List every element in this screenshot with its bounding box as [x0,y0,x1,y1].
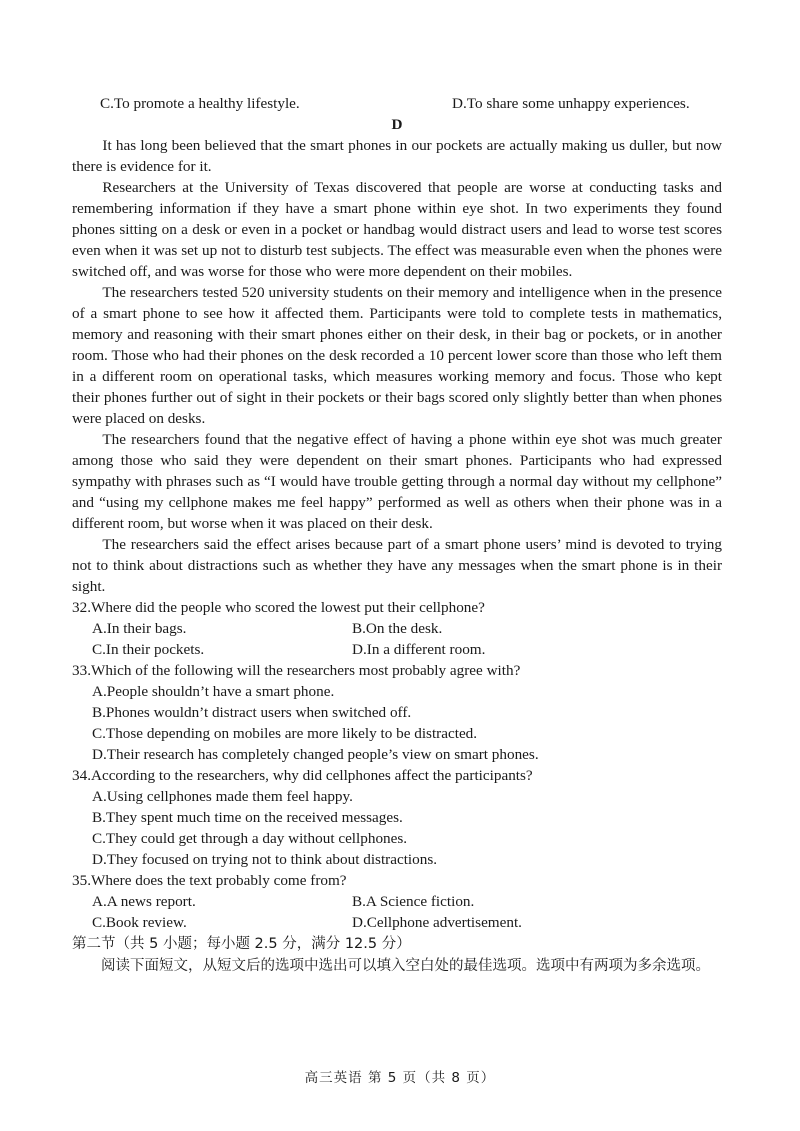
option-d: D.Cellphone advertisement. [352,914,522,931]
page-footer: 高三英语 第 5 页（共 8 页） [304,1070,496,1086]
option-c: C.Those depending on mobiles are more likely to be distracted. [92,725,478,742]
option-a: A.In their bags. [92,620,187,637]
option-b: B.Phones wouldn’t distract users when switched off. [92,704,412,721]
option-row [72,618,722,639]
option-b: B.On the desk. [352,620,443,637]
question-stem: 33.Which of the following will the researchers most probably agree with? [72,662,521,679]
option-d-prev: D.To share some unhappy experiences. [452,95,690,112]
option-c: C.Book review. [92,914,187,931]
question-33 [72,660,722,765]
question-34 [72,765,722,870]
passage-letter: D [391,116,403,133]
option-d: D.They focused on trying not to think about distractions. [92,851,438,868]
option-row [72,891,722,912]
question-35 [72,870,722,933]
option-c: C.In their pockets. [92,641,205,658]
paragraph-2: Researchers at the University of Texas discovered that people are worse at conducting tasks and remembering information if they have a smart phone within eye shot. In two experiments they found phones sitting on a desk or even in a pocket or handbag would distract users and lead to worse test scores even when it was set up not to disturb test subjects. The effect was measurable even when the phones were switched off, and was worse for those who were more dependent on their mobiles. [72,179,722,280]
question-32 [72,597,722,660]
option-c: C.They could get through a day without cellphones. [92,830,408,847]
paragraph-1: It has long been believed that the smart phones in our pockets are actually making us duller, but now there is evidence for it. [72,137,722,175]
option-b: B.They spent much time on the received messages. [92,809,403,826]
paragraph-3: The researchers tested 520 university students on their memory and intelligence when in the presence of a smart phone to see how it affected them. Participants were told to complete tests in mathematics, memory and reasoning with their smart phones either on their desk, in their bag or pockets, or in another room. Those who had their phones on the desk recorded a 10 percent lower score than those who left them in a different room on operational tasks, which measures working memory and focus. Those who kept their phones further out of sight in their pockets or their bags scored only slightly better than when phones were placed on desks. [72,284,722,427]
question-stem: 34.According to the researchers, why did cellphones affect the participants? [72,767,533,784]
option-a: A.A news report. [92,893,196,910]
option-c-prev: C.To promote a healthy lifestyle. [100,95,300,112]
paragraph-5: The researchers said the effect arises because part of a smart phone users’ mind is devoted to trying not to think about distractions such as whether they have any messages when the smart phone is in their sight. [72,536,722,595]
option-a: A.People shouldn’t have a smart phone. [92,683,335,700]
section-2-instructions: 阅读下面短文，从短文后的选项中选出可以填入空白处的最佳选项。选项中有两项为多余选项。 [101,958,710,974]
option-a: A.Using cellphones made them feel happy. [92,788,353,805]
question-stem: 35.Where does the text probably come from? [72,872,347,889]
option-b: B.A Science fiction. [352,893,475,910]
question-stem: 32.Where did the people who scored the lowest put their cellphone? [72,599,485,616]
option-row [72,912,722,933]
option-d: D.Their research has completely changed people’s view on smart phones. [92,746,539,763]
option-row [72,639,722,660]
option-d: D.In a different room. [352,641,486,658]
paragraph-4: The researchers found that the negative effect of having a phone within eye shot was much greater among those who said they were dependent on their smart phones. Participants who had expressed sympathy with phrases such as “I would have trouble getting through a normal day without my cellphone” and “using my cellphone makes me feel happy” performed as well as others when their phone was in a different room, but worse when it was placed on their desk. [72,431,722,532]
previous-question-options [72,93,722,114]
exam-page [72,93,722,977]
section-2-heading: 第二节（共 5 小题；每小题 2.5 分，满分 12.5 分） [72,936,411,952]
